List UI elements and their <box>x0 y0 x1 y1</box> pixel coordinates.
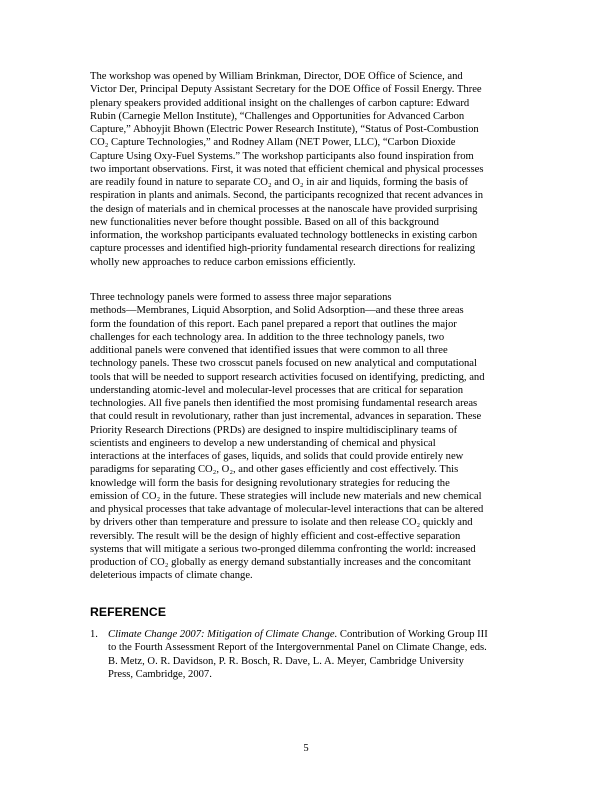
page-number: 5 <box>303 743 309 754</box>
text-line: emission of CO₂ in the future. These strategies will include new materials and new chemical <box>90 490 482 502</box>
text-line: plenary speakers provided additional insight on the challenges of carbon capture: Edward <box>90 97 470 109</box>
text-line: Capture,” Abhoyjit Bhown (Electric Power Research Institute), “Status of Post-Combustion <box>90 124 479 135</box>
text-line: two important observations. First, it was noted that efficient chemical and physical processes <box>90 163 484 175</box>
reference-title: Climate Change 2007: Mitigation of Climate Change. <box>108 629 338 640</box>
text-line: challenges for each technology area. In addition to the three technology panels, two <box>90 331 445 343</box>
reference-item <box>90 628 535 681</box>
text-line: knowledge will form the basis for designing revolutionary strategies for reducing the <box>90 477 450 489</box>
text-line: systems that will mitigate a serious two-pronged dilemma confronting the world: increased <box>90 543 476 555</box>
text-line: respiration in plants and animals. Second, the participants recognized that recent advances in <box>90 190 484 202</box>
text-line: and physical processes that take advantage of molecular-level interactions that can be altered <box>90 504 484 515</box>
reference-text-line: Contribution of Working Group III <box>337 629 488 640</box>
reference-heading: REFERENCE <box>90 605 167 619</box>
text-line: understanding atomic-level and molecular-level processes that are critical for separation <box>90 384 464 396</box>
text-line: Three technology panels were formed to assess three major separations <box>90 292 392 303</box>
text-line: The workshop was opened by William Brinkman, Director, DOE Office of Science, and <box>90 71 463 82</box>
text-line: reversibly. The result will be the design of highly efficient and cost-effective separation <box>90 530 461 542</box>
text-line: Priority Research Directions (PRDs) are designed to inspire multidisciplinary teams of <box>90 424 458 436</box>
body-paragraph <box>90 70 530 269</box>
reference-text-line: B. Metz, O. R. Davidson, P. R. Bosch, R. Dave, L. A. Meyer, Cambridge University <box>108 655 464 667</box>
text-line: interactions at the interfaces of gases, liquids, and solids that could provide entirely new <box>90 451 464 462</box>
text-line: are readily found in nature to separate CO₂ and O₂ in air and liquids, forming the basis of <box>90 177 469 188</box>
text-line: Rubin (Carnegie Mellon Institute), “Challenges and Opportunities for Advanced Carbon <box>90 110 465 122</box>
text-line: form the foundation of this report. Each panel prepared a report that outlines the major <box>90 318 457 330</box>
text-line: technology panels. These two crosscut panels focused on new analytical and computational <box>90 358 477 370</box>
reference-text-line: Press, Cambridge, 2007. <box>108 668 212 680</box>
text-line: deleterious impacts of climate change. <box>90 570 253 582</box>
text-line: CO₂ Capture Technologies,” and Rodney Allam (NET Power, LLC), “Carbon Dioxide <box>90 137 456 149</box>
text-line: the design of materials and in chemical processes at the nanoscale have provided surprising <box>90 203 478 215</box>
text-line: paradigms for separating CO₂, O₂, and other gases efficiently and cost effectively. This <box>90 464 459 476</box>
text-line: technologies. All five panels then identified the most promising fundamental research areas <box>90 398 478 409</box>
reference-number: 1. <box>90 629 98 640</box>
text-line: capture processes and identified high-priority fundamental research directions for realizing <box>90 243 476 255</box>
text-line: Victor Der, Principal Deputy Assistant Secretary for the DOE Office of Fossil Energy. Three <box>90 84 482 96</box>
reference-text-line: to the Fourth Assessment Report of the Intergovernmental Panel on Climate Change, eds. <box>108 642 487 654</box>
reference-list <box>90 628 535 681</box>
text-line: Capture Using Oxy-Fuel Systems.” The workshop participants also found inspiration from <box>90 150 474 162</box>
text-line: methods—Membranes, Liquid Absorption, and Solid Adsorption—and these three areas <box>90 305 464 317</box>
text-line: production of CO₂ globally as energy demand substantially increases and the concomitant <box>90 557 471 568</box>
text-line: by drivers other than temperature and pressure to isolate and then release CO₂ quickly and <box>90 517 473 529</box>
text-line: wholly new approaches to reduce carbon emissions efficiently. <box>90 256 356 268</box>
text-line: that could result in revolutionary, rather than just incremental, advances in separation. These <box>90 411 482 423</box>
text-line: new functionalities never before thought possible. Based on all of this background <box>90 216 439 228</box>
text-line: information, the workshop participants evaluated technology bottlenecks in existing carbon <box>90 230 478 241</box>
text-line: scientists and engineers to develop a new understanding of chemical and physical <box>90 437 436 449</box>
text-line: additional panels were convened that identified issues that were common to all three <box>90 345 448 356</box>
text-line: tools that will be needed to support research activities focused on identifying, predicting, and <box>90 371 485 383</box>
body-paragraph <box>90 291 530 583</box>
